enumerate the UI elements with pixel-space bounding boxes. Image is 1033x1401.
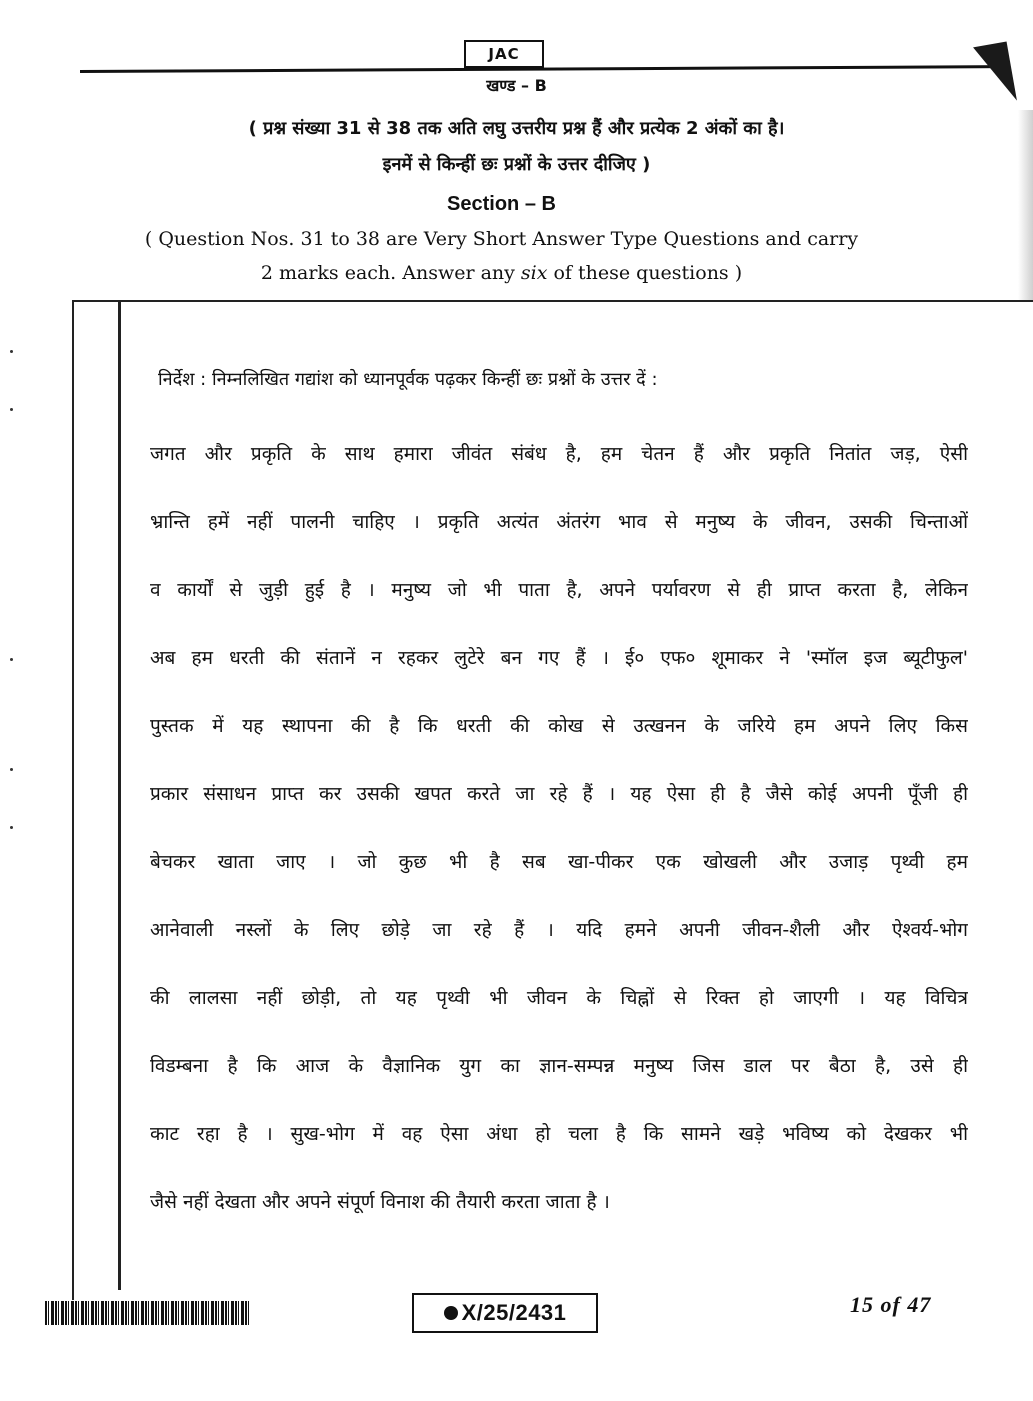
passage-line: बेचकर खाता जाए । जो कुछ भी है सब खा-पीकर एक खोखली और उजाड़ पृथ्वी हम	[150, 851, 968, 873]
passage-line: पुस्तक में यह स्थापना की है कि धरती की कोख से उत्खनन के जरिये हम अपने लिए किस	[150, 715, 968, 737]
section-divider	[72, 300, 1033, 302]
english-instruction-line-1: ( Question Nos. 31 to 38 are Very Short Answer Type Questions and carry	[144, 228, 859, 250]
punch-mark	[10, 350, 13, 353]
margin-line-inner	[118, 300, 121, 1290]
passage-line: की लालसा नहीं छोड़ी, तो यह पृथ्वी भी जीवन के चिह्नों से रिक्त हो जाएगी । यह विचित्र	[150, 987, 968, 1009]
punch-mark	[10, 826, 13, 829]
passage-line: आनेवाली नस्लों के लिए छोड़े जा रहे हैं । यदि हमने अपनी जीवन-शैली और ऐश्वर्य-भोग	[150, 919, 968, 941]
board-code-box: JAC	[464, 40, 544, 68]
khand-label: खण्ड – B	[486, 76, 547, 95]
margin-line-outer	[72, 300, 74, 1300]
english-instruction-text: 2 marks each. Answer any	[260, 262, 521, 284]
paper-code: X/25/2431	[461, 1300, 567, 1325]
passage	[150, 360, 968, 1236]
barcode	[45, 1301, 251, 1325]
passage-directive: निर्देश : निम्नलिखित गद्यांश को ध्यानपूर्वक पढ़कर किन्हीं छः प्रश्नों के उत्तर दें :	[158, 369, 658, 390]
passage-line: काट रहा है । सुख-भोग में वह ऐसा अंधा हो चला है कि सामने खड़े भविष्य को देखकर भी	[150, 1123, 968, 1145]
paper-code-box	[412, 1293, 598, 1333]
passage-line: विडम्बना है कि आज के वैज्ञानिक युग का ज्ञान-सम्पन्न मनुष्य जिस डाल पर बैठा है, उसे ही	[150, 1055, 968, 1077]
passage-line: अब हम धरती की संतानें न रहकर लुटेरे बन गए हैं । ई० एफ० शूमाकर ने 'स्मॉल इज ब्यूटीफुल'	[150, 647, 968, 669]
punch-mark	[10, 658, 13, 661]
english-instruction-line-2	[0, 262, 1003, 284]
hindi-instruction-line-2: इनमें से किन्हीं छः प्रश्नों के उत्तर दीजिए )	[382, 154, 651, 175]
passage-line: प्रकार संसाधन प्राप्त कर उसकी खपत करते जा रहे हैं । यह ऐसा ही है जैसे कोई अपनी पूँजी ही	[150, 783, 968, 805]
english-instruction-text-end: of these questions )	[547, 262, 743, 284]
passage-line: जगत और प्रकृति के साथ हमारा जीवंत संबंध है, हम चेतन हैं और प्रकृति नितांत जड़, ऐसी	[150, 443, 968, 465]
punch-mark	[10, 408, 13, 411]
hindi-instruction-line-1: ( प्रश्न संख्या 31 से 38 तक अति लघु उत्तरीय प्रश्न हैं और प्रत्येक 2 अंकों का है।	[248, 118, 785, 139]
passage-line: व कार्यों से जुड़ी हुई है । मनुष्य जो भी पाता है, अपने पर्यावरण से ही प्राप्त करता है, लेकिन	[150, 579, 968, 601]
page-indicator: 15 of 47	[850, 1292, 932, 1317]
section-title: Section – B	[447, 193, 556, 215]
english-instruction-emphasis: six	[520, 262, 548, 284]
passage-line: जैसे नहीं देखता और अपने संपूर्ण विनाश की तैयारी करता जाता है ।	[150, 1191, 610, 1213]
bullet-icon	[444, 1306, 458, 1320]
passage-line: भ्रान्ति हमें नहीं पालनी चाहिए । प्रकृति अत्यंत अंतरंग भाव से मनुष्य के जीवन, उसकी चिन्ताओं	[150, 511, 968, 533]
punch-mark	[10, 768, 13, 771]
